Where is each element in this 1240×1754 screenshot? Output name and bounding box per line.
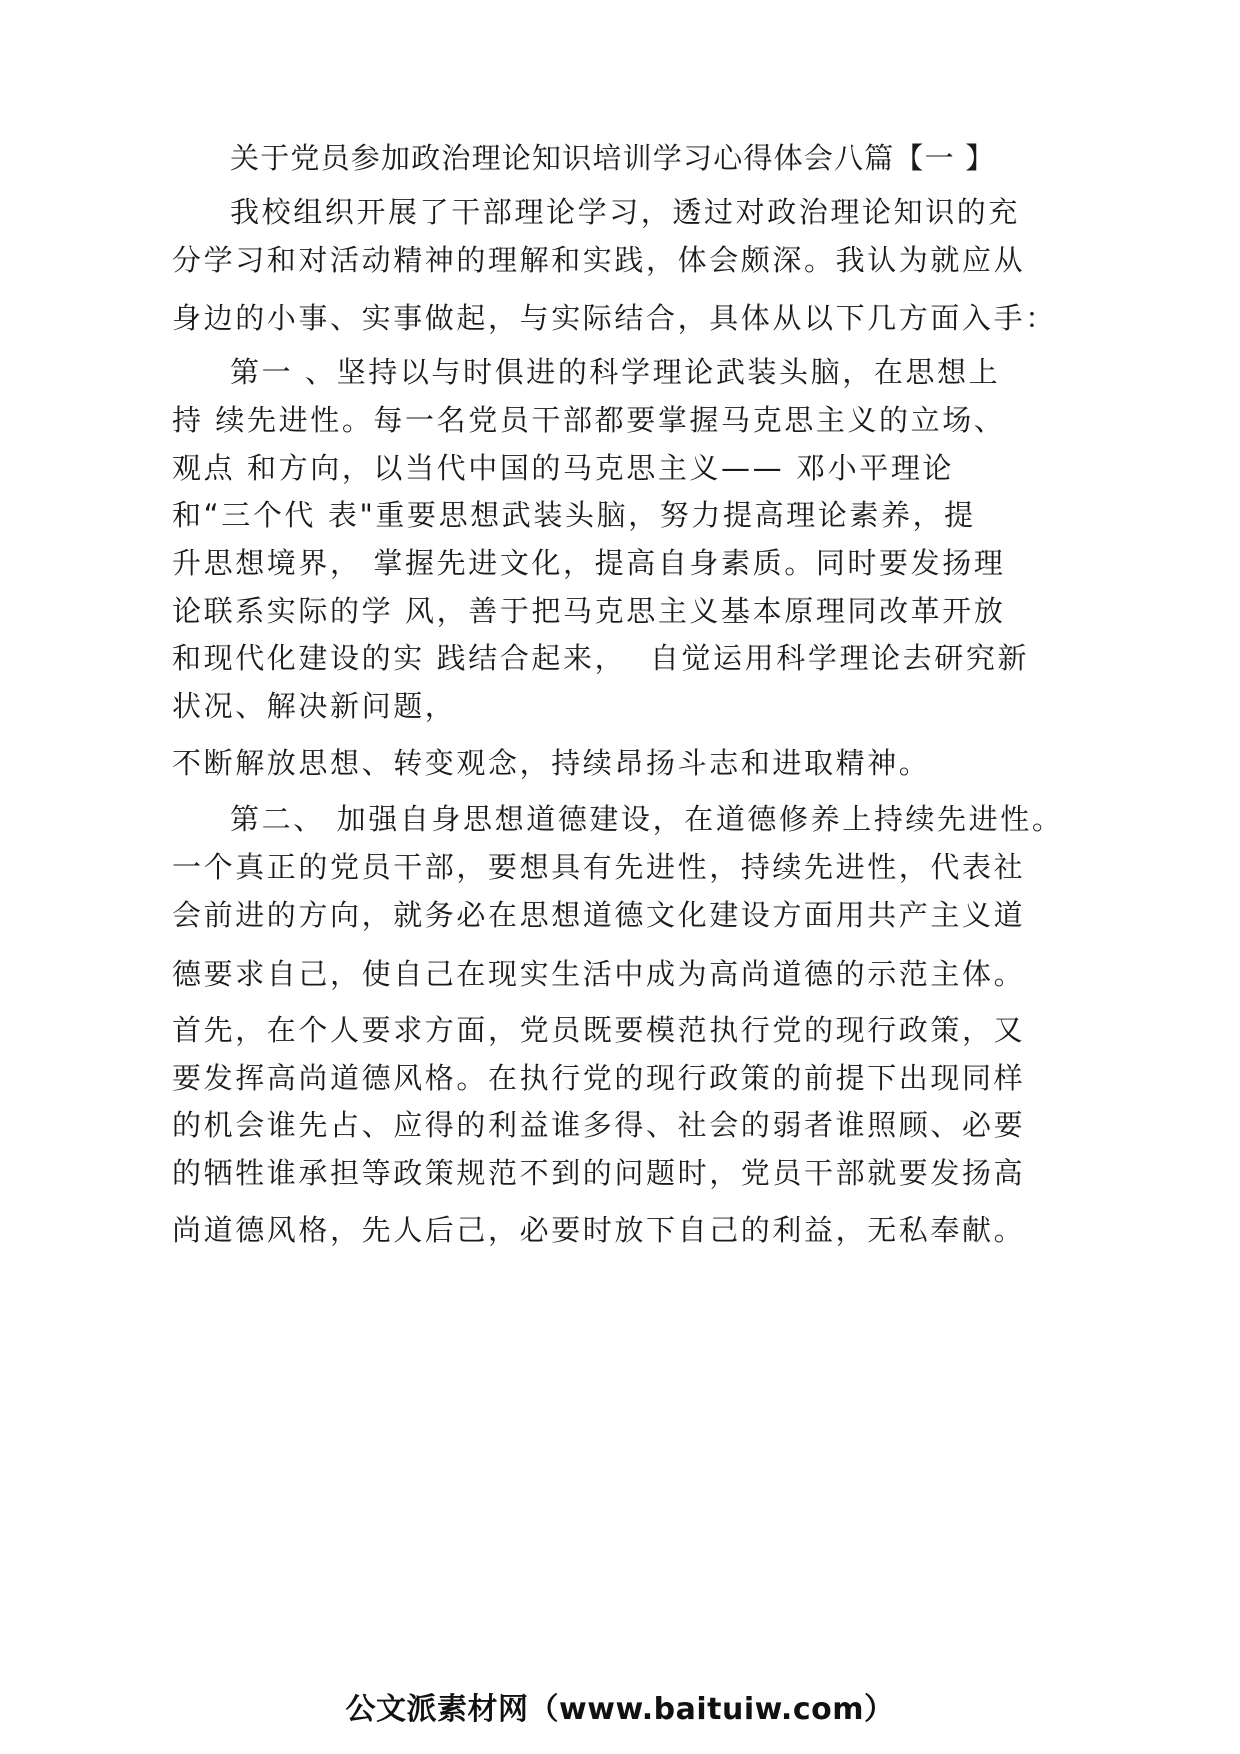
paragraph-line: 首先，在个人要求方面，党员既要模范执行党的现行政策，又 — [172, 1013, 1026, 1047]
paragraph-line: 的牺牲谁承担等政策规范不到的问题时，党员干部就要发扬高 — [172, 1156, 1026, 1190]
paragraph-line: 会前进的方向，就务必在思想道德文化建设方面用共产主义道 — [172, 898, 1026, 932]
paragraph-line: 一个真正的党员干部，要想具有先进性，持续先进性，代表社 — [172, 850, 1026, 884]
paragraph-line: 论联系实际的学 风，善于把马克思主义基本原理同改革开放 — [172, 594, 1006, 628]
paragraph-line: 我校组织开展了干部理论学习，透过对政治理论知识的充 — [230, 195, 1021, 229]
document-title: 关于党员参加政治理论知识培训学习心得体会八篇【一 】 — [230, 141, 996, 175]
paragraph-line: 状况、解决新问题， — [172, 689, 457, 723]
paragraph-line: 的机会谁先占、应得的利益谁多得、社会的弱者谁照顾、必要 — [172, 1108, 1026, 1142]
paragraph-line: 德要求自己，使自己在现实生活中成为高尚道德的示范主体。 — [172, 957, 1026, 991]
paragraph-line: 要发挥高尚道德风格。在执行党的现行政策的前提下出现同样 — [172, 1061, 1026, 1095]
paragraph-line: 分学习和对活动精神的理解和实践，体会颇深。我认为就应从 — [172, 243, 1026, 277]
paragraph-line: 身边的小事、实事做起，与实际结合，具体从以下几方面入手： — [172, 301, 1057, 335]
paragraph-line: 和“三个代 表"重要思想武装头脑，努力提高理论素养，提 — [172, 498, 976, 532]
paragraph-line: 不断解放思想、转变观念，持续昂扬斗志和进取精神。 — [172, 746, 931, 780]
footer-watermark: 公文派素材网（www.baituiw.com） — [345, 1692, 895, 1727]
paragraph-line: 和现代化建设的实 践结合起来， 自觉运用科学理论去研究新 — [172, 641, 1030, 675]
paragraph-line: 尚道德风格，先人后己，必要时放下自己的利益，无私奉献。 — [172, 1213, 1026, 1247]
paragraph-line: 第二、 加强自身思想道德建设，在道德修养上持续先进性。 — [230, 802, 1064, 836]
paragraph-line: 观点 和方向，以当代中国的马克思主义—— 邓小平理论 — [172, 451, 955, 485]
paragraph-line: 升思想境界， 掌握先进文化，提高自身素质。同时要发扬理 — [172, 546, 1006, 580]
paragraph-line: 第一 、坚持以与时俱进的科学理论武装头脑，在思想上 — [230, 355, 1001, 389]
paragraph-line: 持 续先进性。每一名党员干部都要掌握马克思主义的立场、 — [172, 403, 1006, 437]
